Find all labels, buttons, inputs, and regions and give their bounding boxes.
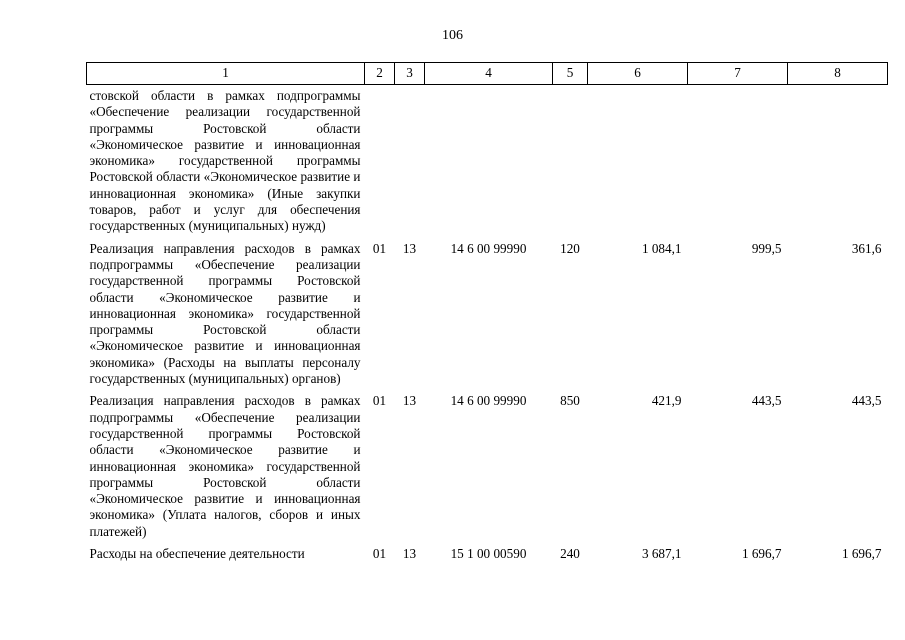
- row-target-article: [425, 85, 553, 241]
- page-number: 106: [442, 28, 463, 43]
- budget-table: [86, 62, 888, 568]
- row-amount-year1: 1 084,1: [641, 240, 682, 256]
- header-cell-5: 5: [553, 63, 588, 85]
- row-amount-year3: [788, 85, 888, 241]
- row-subsection: 13: [402, 546, 417, 562]
- row-subsection: 13: [402, 240, 417, 256]
- row-amount-year1: [588, 85, 688, 241]
- header-cell-2: 2: [365, 63, 395, 85]
- row-section: 01: [372, 240, 387, 256]
- row-amount-year1: 3 687,1: [641, 546, 682, 562]
- row-description: Реализация направления расходов в рамках подпрограммы «Обеспечение реализации государственной программы Ростовской области «Экономическое развитие и инновационная экономика» государственной программы Ростовской области «Экономическое развитие и инновационная экономика» (Расходы на выплаты персоналу государственных (муниципальных) органов): [89, 240, 361, 387]
- row-expense-type: 240: [560, 546, 580, 562]
- row-expense-type: 850: [560, 393, 580, 409]
- row-amount-year1: 421,9: [651, 393, 682, 409]
- row-subsection: 13: [402, 393, 417, 409]
- header-cell-4: 4: [425, 63, 553, 85]
- row-amount-year3: 361,6: [851, 240, 882, 256]
- header-cell-3: 3: [395, 63, 425, 85]
- header-cell-1: 1: [87, 63, 365, 85]
- row-section: 01: [372, 546, 387, 562]
- header-cell-6: 6: [588, 63, 688, 85]
- row-expense-type: [553, 85, 588, 241]
- row-subsection: [395, 85, 425, 241]
- row-amount-year2: 1 696,7: [741, 546, 782, 562]
- row-target-article: 14 6 00 99990: [450, 240, 527, 256]
- row-section: [365, 85, 395, 241]
- table-row: [87, 546, 888, 568]
- row-amount-year2: [688, 85, 788, 241]
- header-cell-7: 7: [688, 63, 788, 85]
- row-amount-year2: 999,5: [751, 240, 782, 256]
- table-row: [87, 393, 888, 546]
- row-target-article: 14 6 00 99990: [450, 393, 527, 409]
- table-row: [87, 85, 888, 241]
- row-amount-year3: 443,5: [851, 393, 882, 409]
- row-expense-type: 120: [560, 240, 580, 256]
- row-amount-year2: 443,5: [751, 393, 782, 409]
- row-description: Расходы на обеспечение деятельности: [89, 546, 305, 562]
- row-description: стовской области в рамках подпрограммы «Обеспечение реализации государственной программы Ростовской области «Экономическое развитие и инновационная экономика» государственной программы Ростовской области «Экономическое развитие и инновационная экономика» (Иные закупки товаров, работ и услуг для обеспечения государственных (муниципальных) нужд): [89, 88, 361, 234]
- header-cell-8: 8: [788, 63, 888, 85]
- header-row: [87, 63, 888, 85]
- row-section: 01: [372, 393, 387, 409]
- row-target-article: 15 1 00 00590: [450, 546, 527, 562]
- table-row: [87, 241, 888, 394]
- row-description: Реализация направления расходов в рамках подпрограммы «Обеспечение реализации государственной программы Ростовской области «Экономическое развитие и инновационная экономика» государственной программы Ростовской области «Экономическое развитие и инновационная экономика» (Уплата налогов, сборов и иных платежей): [89, 393, 361, 539]
- row-amount-year3: 1 696,7: [841, 546, 882, 562]
